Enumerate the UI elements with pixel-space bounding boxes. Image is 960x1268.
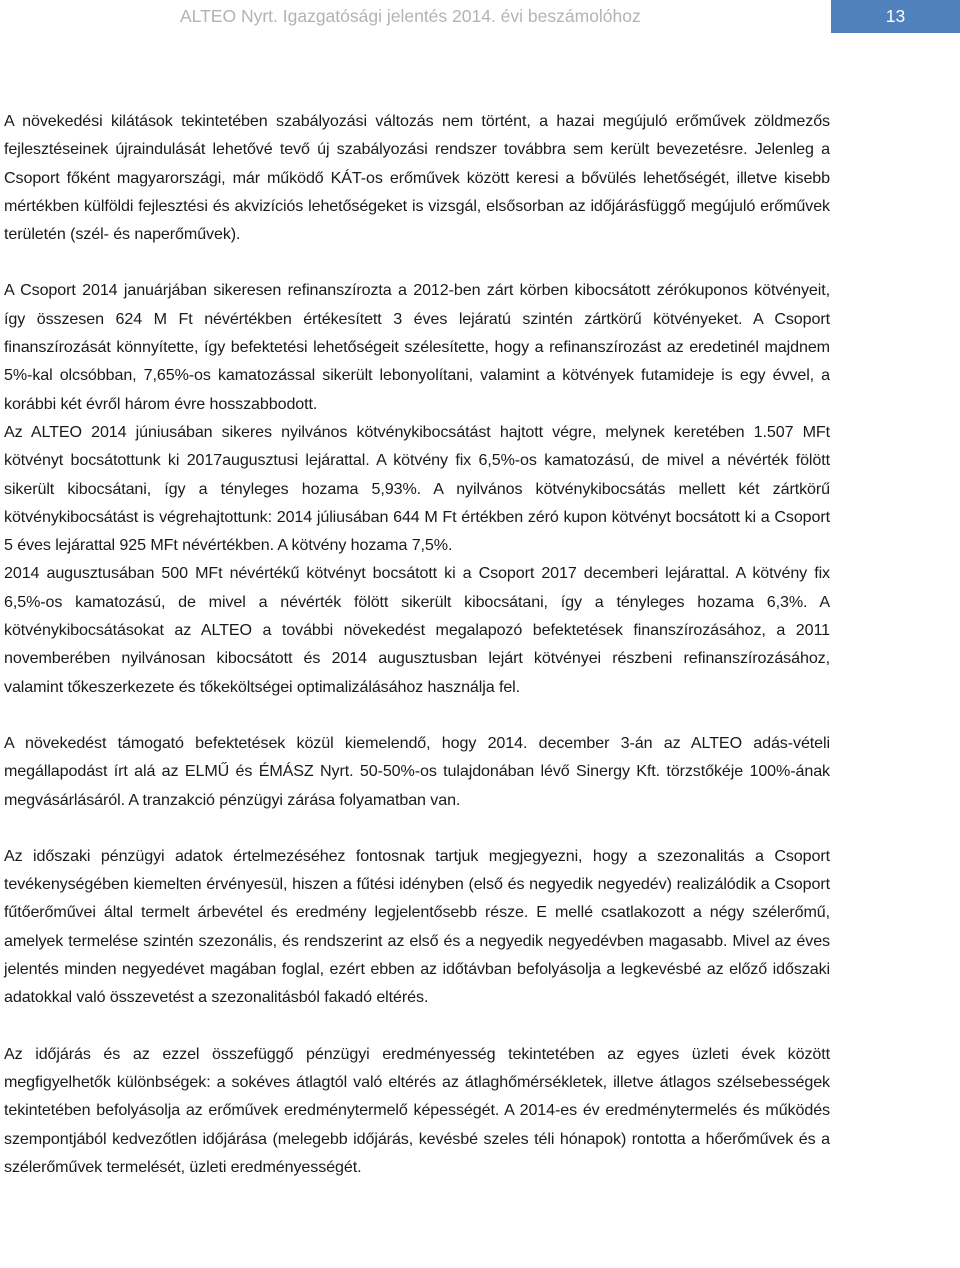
paragraph-august-bond: 2014 augusztusában 500 MFt névértékű kötvényt bocsátott ki a Csoport 2017 decemberi lejárattal. A kötvény fix 6,5%-os kamatozású, de mivel a névérték fölött sikerült kibocsátani, így a tényleges hozama 6,3%. A kötvénykibocsátásokat az ALTEO a további növekedést megalapozó befektetések finanszírozásához, a 2011 novemberében nyilvánosan kibocsátott és 2014 augusztusban lejárt kötvényei részbeni refinanszírozásához, valamint tőkeszerkezete és tőkeköltségei optimalizálásához használja fel. [4, 564, 830, 696]
paragraph-growth-outlook: A növekedési kilátások tekintetében szabályozási változás nem történt, a hazai megújuló erőművek zöldmezős fejlesztéseinek újraindulását lehetővé tevő új szabályozási rendszer továbbra sem került bevezetésre. Jelenleg a Csoport főként magyarországi, már működő KÁT-os erőművek között keresi a bővülés lehetőségét, illetve kisebb mértékben külföldi fejlesztési és akvizíciós lehetőségeket is vizsgál, elsősorban az időjárásfüggő megújuló erőművek területén (szél- és naperőművek). [4, 112, 830, 244]
paragraph-refinancing: A Csoport 2014 januárjában sikeresen refinanszírozta a 2012-ben zárt körben kibocsátott zérókuponos kötvényeit, így összesen 624 M Ft névértékben értékesített 3 éves lejáratú szintén zártkörű kötvényeket. A Csoport finanszírozását könnyítette, így befektetési lehetőségeit szélesítette, hogy a refinanszírozást az eredetinél majdnem 5%-kal olcsóbban, 7,65%-os kamatozással sikerült lebonyolítani, valamint a kötvények futamideje is egy évvel, a korábbi két évről három évre hosszabbodott. [4, 281, 830, 413]
page-number-badge: 13 [831, 0, 960, 33]
header-title: ALTEO Nyrt. Igazgatósági jelentés 2014. évi beszámolóhoz [180, 6, 641, 26]
page-header [0, 0, 960, 36]
document-body [4, 107, 830, 1181]
paragraph-seasonality: Az időszaki pénzügyi adatok értelmezéséhez fontosnak tartjuk megjegyezni, hogy a szezonalitás a Csoport tevékenységében kiemelten érvényesül, hiszen a fűtési idényben (első és negyedik negyedév) realizálódik a Csoport fűtőerőművei által termelt árbevétel és eredmény legjelentősebb része. E mellé csatlakozott a négy szélerőmű, amelyek termelése szintén szezonális, és rendszerint az első és a negyedik negyedévben magasabb. Mivel az éves jelentés minden negyedévet magában foglal, ezért ebben az időtávban befolyásolja a legkevésbé az előző időszaki adatokkal való összevetést a szezonalitásból fakadó eltérés. [4, 846, 830, 1007]
paragraph-acquisition: A növekedést támogató befektetések közül kiemelendő, hogy 2014. december 3-án az ALTEO adás-vételi megállapodást írt alá az ELMŰ és ÉMÁSZ Nyrt. 50-50%-os tulajdonában lévő Sinergy Kft. törzstőkéje 100%-ának megvásárlásáról. A tranzakció pénzügyi zárása folyamatban van. [4, 733, 830, 809]
paragraph-public-bond: Az ALTEO 2014 júniusában sikeres nyilvános kötvénykibocsátást hajtott végre, melynek keretében 1.507 MFt kötvényt bocsátottunk ki 2017augusztusi lejárattal. A kötvény fix 6,5%-os kamatozású, de mivel a névérték fölött sikerült kibocsátani, így a tényleges hozama 5,93%. A nyilvános kötvénykibocsátás mellett két zártkörű kötvénykibocsátást is végrehajtottunk: 2014 júliusában 644 M Ft értékben zéró kupon kötvényt bocsátott ki a Csoport 5 éves lejárattal 925 MFt névértékben. A kötvény hozama 7,5%. [4, 422, 830, 555]
paragraph-weather: Az időjárás és az ezzel összefüggő pénzügyi eredményesség tekintetében az egyes üzleti évek között megfigyelhetők különbségek: a sokéves átlagtól való eltérés az átlaghőmérsékletek, illetve átlagos szélsebességek tekintetében befolyásolja az erőművek eredménytermelő képességét. A 2014-es év eredménytermelés és működés szempontjából kedvezőtlen időjárása (melegebb időjárás, kevésbé szeles téli hónapok) rontotta a hőerőművek és a szélerőművek termelését, üzleti eredményességét. [4, 1044, 830, 1176]
